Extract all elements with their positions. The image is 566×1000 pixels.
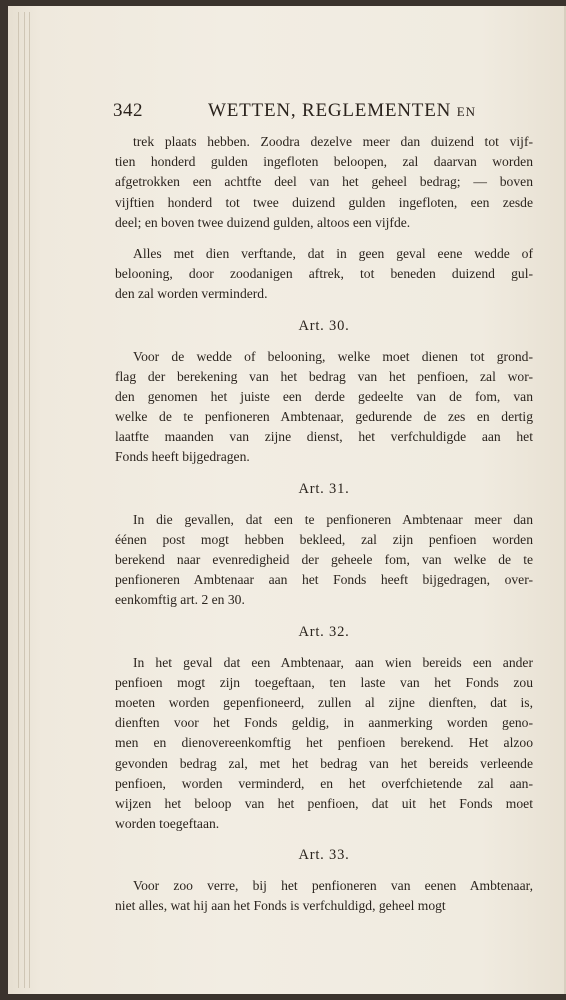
running-head-small: EN — [456, 104, 477, 119]
page-edge-line — [29, 12, 30, 988]
text-line: eenkomftig art. 2 en 30. — [115, 592, 245, 608]
page-header — [113, 100, 533, 126]
text-line: tien honderd gulden ingefloten beloopen, zal daarvan worden — [115, 154, 533, 170]
text-line: men en dienovereenkomftig het penfioen berekend. Het alzoo — [115, 735, 533, 751]
running-head — [208, 100, 476, 122]
text-line: trek plaats hebben. Zoodra dezelve meer dan duizend tot vijf- — [133, 134, 533, 149]
page-number: 342 — [113, 100, 143, 121]
text-line: niet alles, wat hij aan het Fonds is verfchuldigd, geheel mogt — [115, 898, 446, 914]
text-line: Voor de wedde of belooning, welke moet dienen tot grond- — [133, 348, 533, 364]
text-line: laatfte maanden van zijne dienst, het verfchuldigde aan het — [115, 429, 533, 445]
paragraph — [115, 653, 533, 835]
text-line: penfioneren Ambtenaar aan het Fonds heeft bijgedragen, over- — [115, 572, 533, 588]
text-line: worden toegeftaan. — [115, 816, 220, 832]
running-head-main: WETTEN, REGLEMENTEN — [208, 100, 457, 121]
paragraph — [115, 876, 533, 916]
paragraph — [115, 510, 533, 611]
text-line: In die gevallen, dat een te penfioneren Ambtenaar meer dan — [133, 511, 533, 527]
text-line: Fonds heeft bijgedragen. — [115, 449, 250, 465]
page-edge-line — [18, 12, 19, 988]
text-line: penfioen mogt zijn toegeftaan, ten laste van het Fonds zou — [115, 674, 533, 690]
page-edge-line — [24, 12, 25, 988]
text-line: In het geval dat een Ambtenaar, aan wien bereids een ander — [133, 654, 533, 670]
text-line: Alles met dien verftande, dat in geen geval eene wedde of — [133, 245, 533, 261]
text-line: moeten worden gepenfioneerd, zullen al zijne dienften, dat is, — [115, 694, 533, 710]
article-heading: Art. 31. — [298, 480, 350, 497]
text-line: wijzen het beloop van het penfioen, dat uit het Fonds moet — [115, 795, 533, 811]
page-body — [115, 132, 533, 928]
text-line: vijftien honderd tot twee duizend gulden ingefloten, een zesde — [115, 194, 533, 210]
text-line: den zal worden verminderd. — [115, 286, 268, 302]
text-line: Voor zoo verre, bij het penfioneren van eenen Ambtenaar, — [133, 878, 533, 894]
text-line: éénen post mogt hebben bekleed, zal zijn penfioen worden — [115, 531, 533, 547]
text-line: welke de te penfioneren Ambtenaar, gedurende de zes en dertig — [115, 409, 533, 425]
article-heading: Art. 33. — [298, 847, 350, 864]
paragraph — [115, 132, 533, 233]
text-line: belooning, door zoodanigen aftrek, tot beneden duizend gul- — [115, 266, 533, 282]
text-line: gevonden bedrag zal, met het bedrag van het bereids verleende — [115, 755, 533, 771]
text-line: penfioen, worden verminderd, en het overfchietende zal aan- — [115, 775, 533, 791]
text-line: deel; en boven twee duizend gulden, altoos een vijfde. — [115, 214, 411, 230]
paragraph — [115, 347, 533, 468]
text-line: berekend naar evenredigheid der geheele fom, van welke de te — [115, 552, 533, 567]
text-line: dienften voor het Fonds geldig, in aanmerking worden geno- — [115, 715, 533, 731]
article-heading: Art. 30. — [298, 317, 350, 334]
text-line: afgetrokken een achtfte deel van het geheel bedrag; — boven — [115, 174, 533, 190]
text-line: den genomen het juiste een derde gedeelte van de fom, van — [115, 388, 533, 404]
text-line: flag der berekening van het bedrag van het penfioen, zal wor- — [115, 368, 533, 384]
paragraph — [115, 244, 533, 305]
article-heading: Art. 32. — [298, 623, 350, 640]
